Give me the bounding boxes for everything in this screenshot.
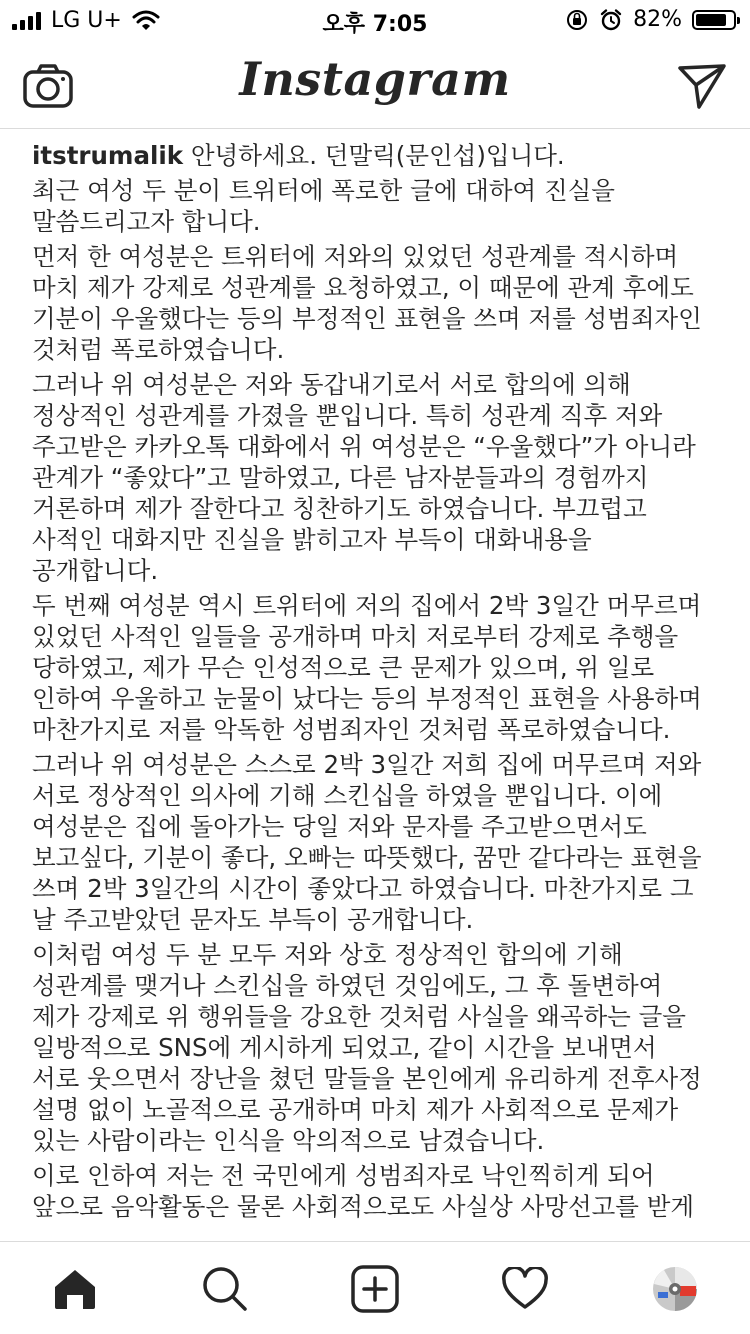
carrier-label: LG U+ [51, 8, 122, 33]
caption-paragraph: 그러나 위 여성분은 저와 동갑내기로서 서로 합의에 의해 정상적인 성관계를 가졌을 뿐입니다. 특히 성관계 직후 저와 주고받은 카카오톡 대화에서 위 여성분은 “우울했다”가 아니라 관계가 “좋았다”고 말하였고, 다른 남자분들과의 경험까지 거론하며 제가 잘한다고 칭찬하기도 하였습니다. 부끄럽고 사적인 대화지만 진실을 밝히고자 부득이 대화내용을 공개합니다. [32, 370, 696, 585]
direct-button[interactable] [676, 60, 728, 112]
battery-fill [696, 14, 726, 26]
caption-first-line [32, 140, 722, 171]
instagram-logo[interactable]: Instagram [239, 52, 511, 106]
heart-icon [501, 1267, 549, 1311]
caption-paragraph: 이처럼 여성 두 분 모두 저와 상호 정상적인 합의에 기해 성관계를 맺거나 스킨십을 하였던 것임에도, 그 후 돌변하여 제가 강제로 위 행위들을 강요한 것처럼 사실을 왜곡하는 글을 일방적으로 SNS에 게시하게 되었고, 같이 시간을 보내면서 서로 웃으면서 장난을 쳤던 말들을 본인에게 유리하게 전후사정 설명 없이 노골적으로 공개하며 마치 제가 사회적으로 문제가 있는 사람이라는 인식을 악의적으로 남겼습니다. [32, 940, 702, 1155]
status-time: 오후 7:05 [322, 12, 428, 37]
caption-paragraph: 최근 여성 두 분이 트위터에 폭로한 글에 대하여 진실을 말씀드리고자 합니다. [32, 176, 615, 236]
status-right [565, 7, 736, 32]
search-icon [202, 1266, 248, 1312]
add-post-icon [351, 1265, 399, 1313]
orientation-lock-icon [565, 8, 589, 32]
username-link[interactable]: itstrumalik [32, 141, 184, 170]
tab-activity[interactable] [500, 1264, 550, 1314]
tab-search[interactable] [200, 1264, 250, 1314]
paper-plane-icon [677, 63, 727, 109]
tab-bar [0, 1241, 750, 1334]
post-caption [32, 140, 722, 1240]
caption-paragraph: 먼저 한 여성분은 트위터에 저와의 있었던 성관계를 적시하며 마치 제가 강제로 성관계를 요청하였고, 이 때문에 관계 후에도 기분이 우울했다는 등의 부정적인 표현을 쓰며 저를 성범죄자인 것처럼 폭로하였습니다. [32, 242, 702, 364]
battery-icon [692, 10, 736, 30]
profile-avatar [652, 1266, 698, 1312]
tab-add-post[interactable] [350, 1264, 400, 1314]
tab-home[interactable] [50, 1264, 100, 1314]
tab-profile[interactable] [650, 1264, 700, 1314]
status-bar [0, 0, 750, 40]
app-header [0, 40, 750, 129]
caption-paragraph: 두 번째 여성분 역시 트위터에 저의 집에서 2박 3일간 머무르며 있었던 사적인 일들을 공개하며 마치 저로부터 강제로 추행을 당하였고, 제가 무슨 인성적으로 큰 문제가 있으며, 위 일로 인하여 우울하고 눈물이 났다는 등의 부정적인 표현을 사용하며 마찬가지로 저를 악독한 성범죄자인 것처럼 폭로하였습니다. [32, 591, 702, 744]
caption-paragraph: 그러나 위 여성분은 스스로 2박 3일간 저희 집에 머무르며 저와 서로 정상적인 의사에 기해 스킨십을 하였을 뿐입니다. 이에 여성분은 집에 돌아가는 당일 저와 문자를 주고받으면서도 보고싶다, 기분이 좋다, 오빠는 따뜻했다, 꿈만 같다라는 표현을 쓰며 2박 3일간의 시간이 좋았다고 하였습니다. 마찬가지로 그 날 주고받았던 문자도 부득이 공개합니다. [32, 750, 702, 934]
alarm-icon [599, 8, 623, 32]
caption-paragraph: 이로 인하여 저는 전 국민에게 성범죄자로 낙인찍히게 되어 앞으로 음악활동은 물론 사회적으로도 사실상 사망선고를 받게 [32, 1161, 695, 1221]
battery-percent: 82% [633, 7, 682, 32]
caption-greeting: 안녕하세요. 던말릭(문인섭)입니다. [183, 141, 565, 170]
home-icon [51, 1267, 99, 1311]
